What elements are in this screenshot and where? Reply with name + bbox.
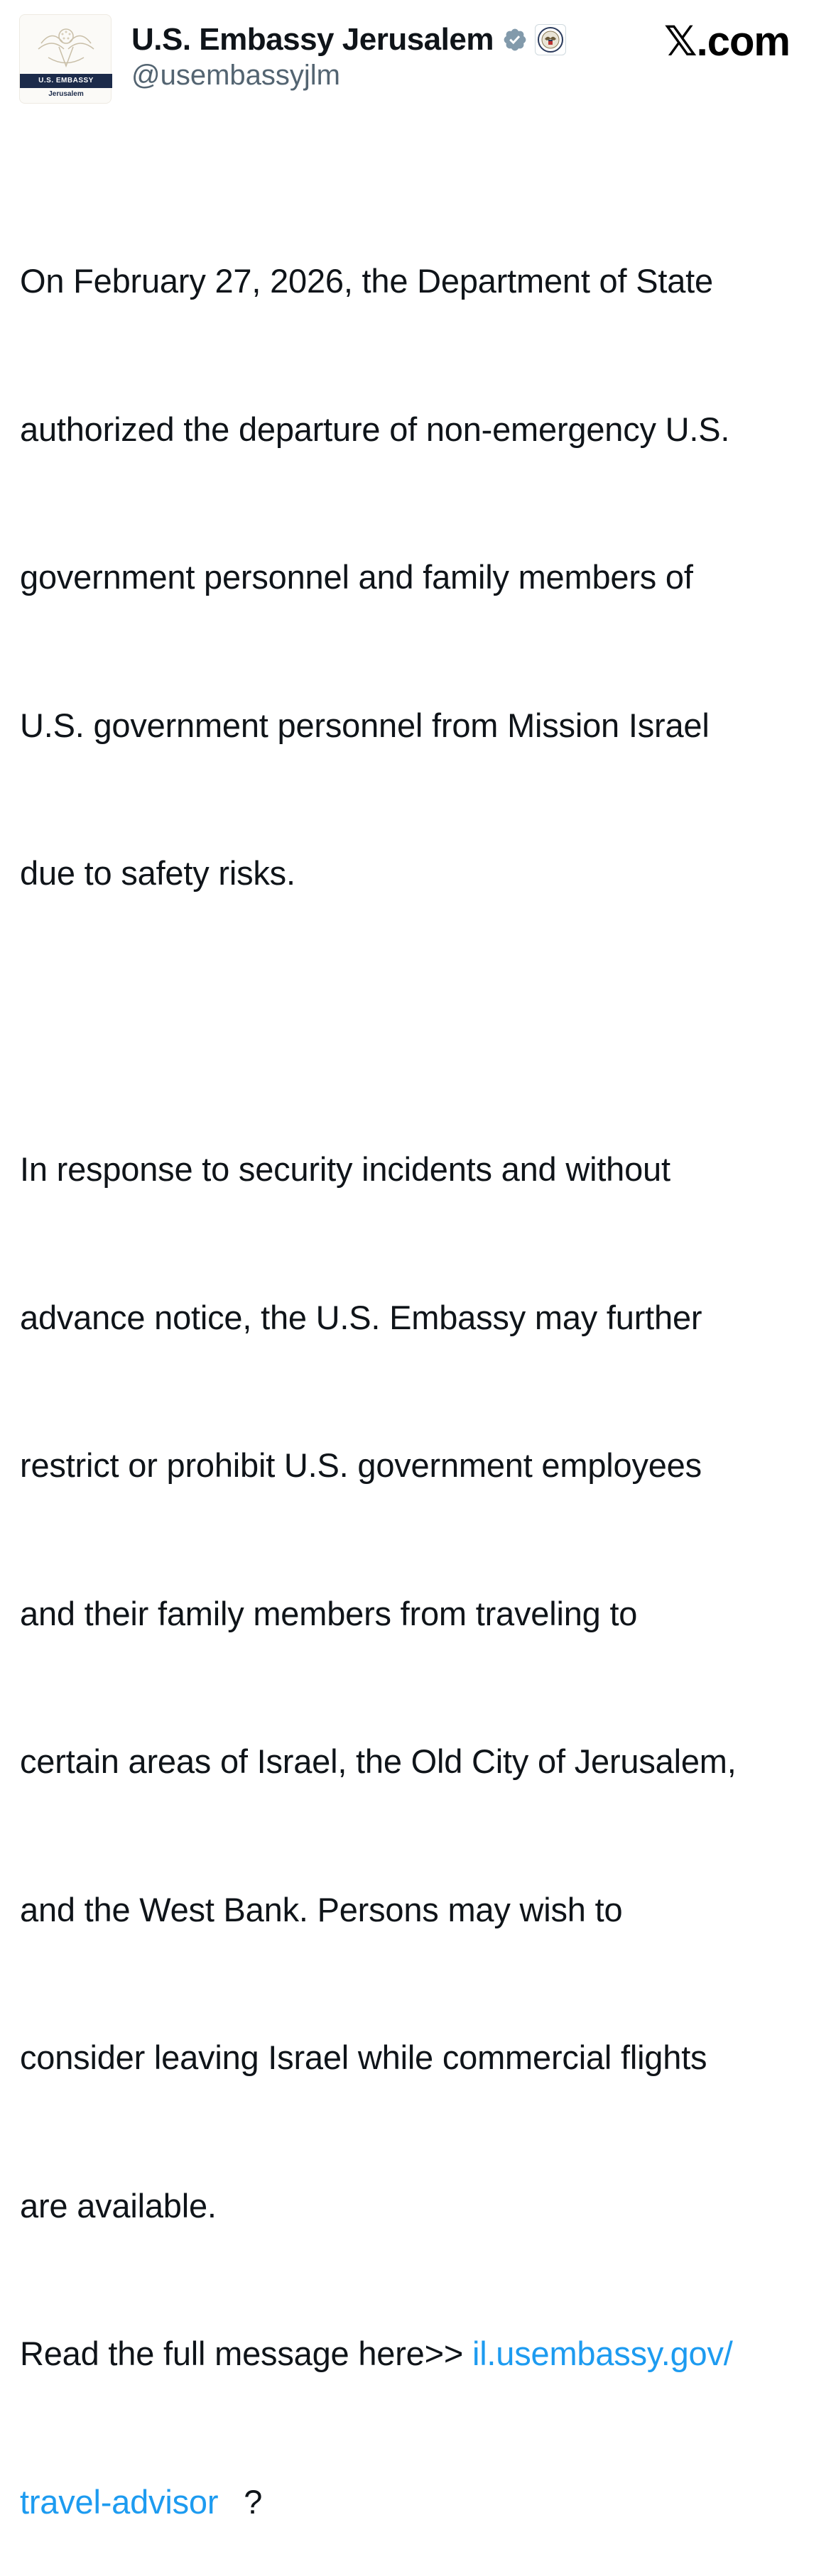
read-more-prefix: Read the full message here>> [20, 2335, 472, 2372]
paragraph-line: and the West Bank. Persons may wish to [20, 1890, 623, 1928]
x-com-logo: 𝕏.com [663, 18, 790, 65]
tweet-header [0, 0, 831, 114]
paragraph-line: advance notice, the U.S. Embassy may further [20, 1298, 702, 1336]
read-more-line [20, 2329, 814, 2379]
avatar-band-text: U.S. EMBASSY [20, 74, 112, 88]
paragraph-line: U.S. government personnel from Mission Israel [20, 706, 710, 744]
paragraph-line: consider leaving Israel while commercial flights [20, 2039, 707, 2076]
avatar[interactable] [19, 14, 112, 104]
advisory-link-part-2[interactable]: travel-advisor [20, 2482, 219, 2521]
paragraph-line: restrict or prohibit U.S. government employees [20, 1446, 702, 1484]
paragraph-line: In response to security incidents and without [20, 1150, 670, 1188]
paragraph-line: and their family members from traveling to [20, 1594, 638, 1632]
paragraph-line: government personnel and family members of [20, 558, 693, 596]
verified-badge-icon[interactable] [502, 27, 528, 53]
embassy-eagle-seal-icon [20, 15, 112, 75]
paragraph-line: are available. [20, 2186, 217, 2225]
avatar-sub-text: Jerusalem [48, 90, 84, 98]
display-name[interactable]: U.S. Embassy Jerusalem [131, 22, 494, 57]
tweet-body [20, 158, 814, 2576]
state-department-seal-icon[interactable] [535, 24, 566, 55]
advisory-link-part-1[interactable]: il.usembassy.gov/ [472, 2335, 733, 2372]
paragraph-line: On February 27, 2026, the Department of State [20, 262, 713, 300]
paragraph-line: authorized the departure of non-emergency U.S. [20, 410, 730, 448]
link-line [20, 2477, 814, 2527]
user-handle[interactable]: @usembassyjlm [131, 60, 341, 91]
paragraph-gap [20, 997, 814, 1047]
name-row [131, 18, 566, 61]
missing-emoji-glyph: ? [244, 2482, 263, 2521]
paragraph-line: certain areas of Israel, the Old City of Jerusalem, [20, 1742, 737, 1780]
paragraph-line: due to safety risks. [20, 854, 295, 892]
